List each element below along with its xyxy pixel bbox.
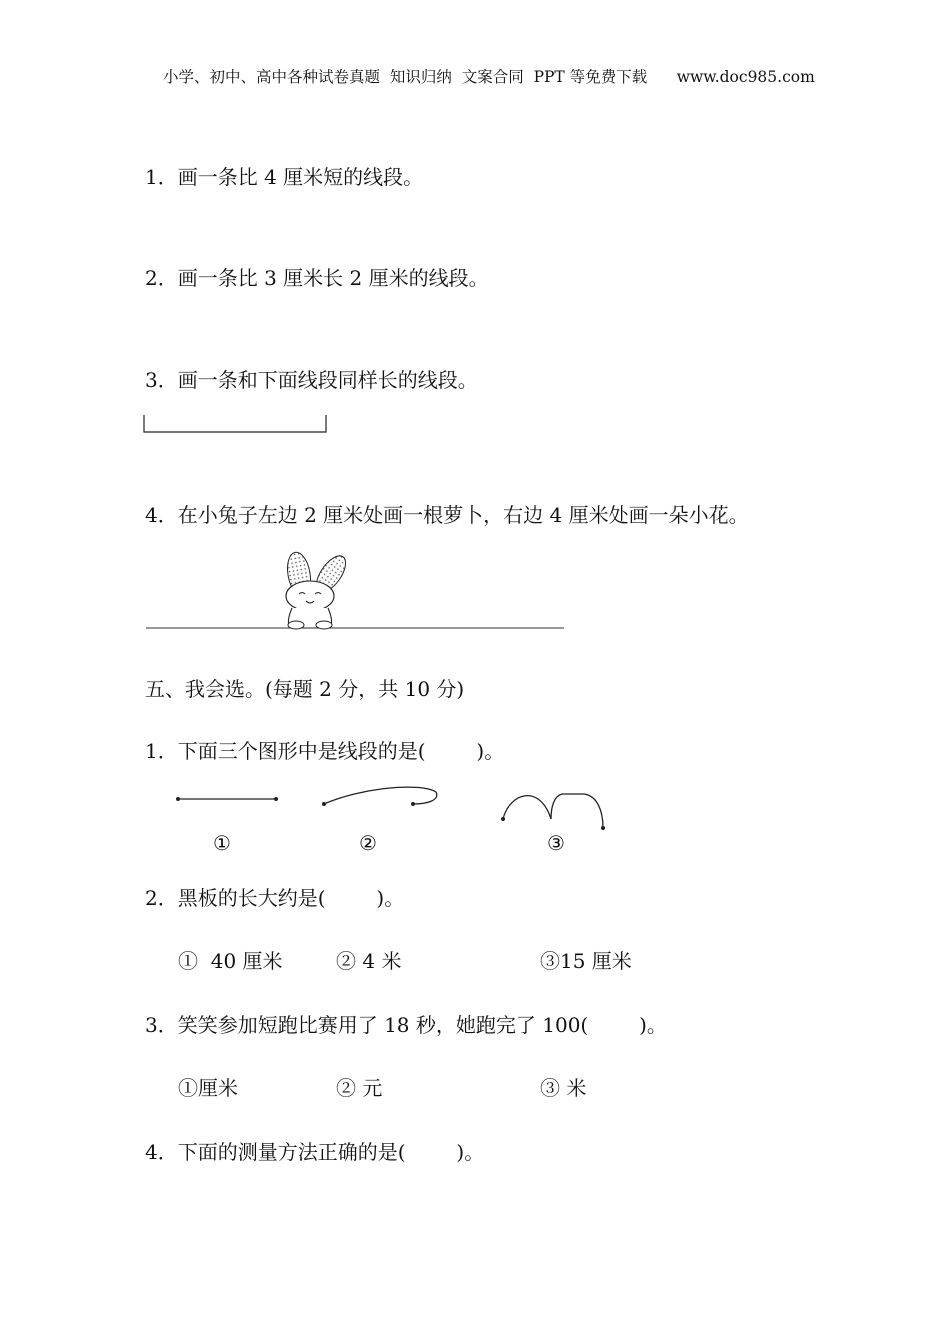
- draw-question-1: 1．画一条比 4 厘米短的线段。: [145, 165, 424, 189]
- q2-option-1: ① 40 厘米: [178, 949, 283, 973]
- shape-label-3: ③: [547, 831, 565, 855]
- draw-question-3: 3．画一条和下面线段同样长的线段。: [145, 368, 478, 392]
- reference-segment: [140, 410, 335, 440]
- q2-option-3: ③15 厘米: [540, 949, 632, 973]
- curve-shape: [322, 787, 437, 806]
- q3-option-1: ①厘米: [178, 1076, 238, 1100]
- q3-option-3: ③ 米: [540, 1076, 587, 1100]
- choice-question-3: 3．笑笑参加短跑比赛用了 18 秒，她跑完了 100( )。: [145, 1013, 667, 1037]
- rabbit-figure: [140, 548, 570, 636]
- shape-label-2: ②: [359, 831, 377, 855]
- shape-options: [170, 782, 620, 834]
- draw-question-4: 4．在小兔子左边 2 厘米处画一根萝卜，右边 4 厘米处画一朵小花。: [145, 503, 749, 527]
- shape-label-1: ①: [213, 831, 231, 855]
- choice-question-2: 2．黑板的长大约是( )。: [145, 886, 405, 910]
- draw-question-2: 2．画一条比 3 厘米长 2 厘米的线段。: [145, 266, 489, 290]
- section-5-title: 五、我会选。(每题 2 分，共 10 分): [145, 677, 465, 701]
- q3-option-2: ② 元: [336, 1076, 383, 1100]
- q2-option-2: ② 4 米: [336, 949, 402, 973]
- choice-question-1: 1．下面三个图形中是线段的是( )。: [145, 739, 505, 763]
- segment-shape: [176, 797, 278, 801]
- arch-shape: [501, 794, 605, 830]
- page-header: 小学、初中、高中各种试卷真题 知识归纳 文案合同 PPT 等免费下载 www.doc985.com: [163, 68, 815, 86]
- choice-question-4: 4．下面的测量方法正确的是( )。: [145, 1140, 485, 1164]
